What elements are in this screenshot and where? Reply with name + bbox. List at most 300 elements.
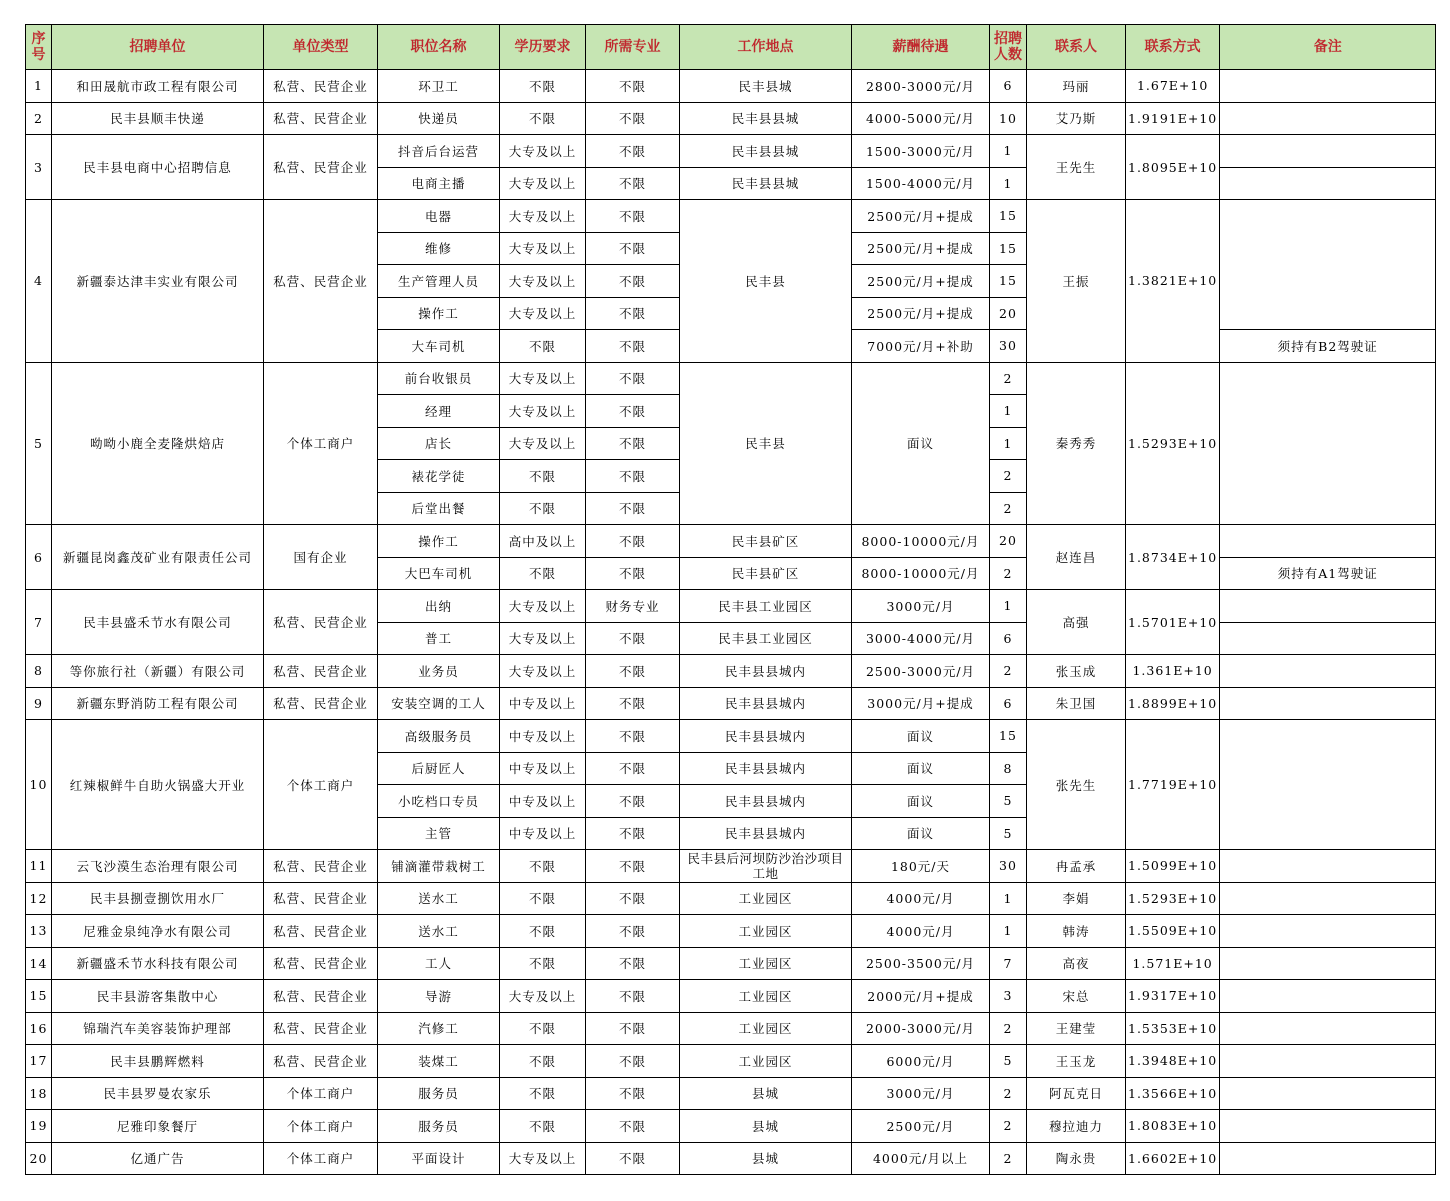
table-row xyxy=(26,1045,1436,1078)
job-title-cell: 店长 xyxy=(378,427,500,460)
note-cell xyxy=(1220,102,1436,135)
salary-cell: 7000元/月+补助 xyxy=(852,330,990,363)
major-cell: 不限 xyxy=(586,687,680,720)
location-cell: 县城 xyxy=(680,1077,852,1110)
job-title-cell: 前台收银员 xyxy=(378,362,500,395)
education-cell: 不限 xyxy=(500,1110,586,1143)
major-cell: 不限 xyxy=(586,622,680,655)
count-cell: 6 xyxy=(990,622,1027,655)
employer-cell: 红辣椒鲜牛自助火锅盛大开业 xyxy=(52,720,264,850)
note-cell xyxy=(1220,687,1436,720)
phone-cell: 1.67E+10 xyxy=(1126,70,1220,103)
major-cell: 不限 xyxy=(586,557,680,590)
location-cell: 民丰县县城 xyxy=(680,167,852,200)
count-cell: 2 xyxy=(990,1142,1027,1175)
education-cell: 不限 xyxy=(500,850,586,883)
salary-cell: 1500-4000元/月 xyxy=(852,167,990,200)
employer-cell: 新疆泰达津丰实业有限公司 xyxy=(52,200,264,363)
row-number-cell: 19 xyxy=(26,1110,52,1143)
salary-cell: 面议 xyxy=(852,720,990,753)
job-title-cell: 出纳 xyxy=(378,590,500,623)
row-number-cell: 13 xyxy=(26,915,52,948)
major-cell: 不限 xyxy=(586,785,680,818)
note-cell xyxy=(1220,915,1436,948)
education-cell: 大专及以上 xyxy=(500,297,586,330)
note-cell xyxy=(1220,135,1436,168)
major-cell: 财务专业 xyxy=(586,590,680,623)
salary-cell: 4000元/月以上 xyxy=(852,1142,990,1175)
salary-cell: 面议 xyxy=(852,752,990,785)
location-cell: 民丰县城 xyxy=(680,70,852,103)
row-number-cell: 3 xyxy=(26,135,52,200)
employer-type-cell: 私营、民营企业 xyxy=(264,687,378,720)
note-cell xyxy=(1220,655,1436,688)
count-cell: 6 xyxy=(990,70,1027,103)
major-cell: 不限 xyxy=(586,427,680,460)
location-cell: 工业园区 xyxy=(680,915,852,948)
salary-cell: 2500-3000元/月 xyxy=(852,655,990,688)
employer-cell: 亿通广告 xyxy=(52,1142,264,1175)
salary-cell: 2500元/月+提成 xyxy=(852,200,990,233)
salary-cell: 4000元/月 xyxy=(852,915,990,948)
note-cell xyxy=(1220,70,1436,103)
count-cell: 1 xyxy=(990,882,1027,915)
table-row xyxy=(26,135,1436,168)
job-title-cell: 导游 xyxy=(378,980,500,1013)
note-cell xyxy=(1220,1012,1436,1045)
phone-cell: 1.8734E+10 xyxy=(1126,525,1220,590)
contact-person-cell: 高强 xyxy=(1027,590,1126,655)
major-cell: 不限 xyxy=(586,362,680,395)
job-title-cell: 快递员 xyxy=(378,102,500,135)
phone-cell: 1.8083E+10 xyxy=(1126,1110,1220,1143)
location-cell: 工业园区 xyxy=(680,882,852,915)
major-cell: 不限 xyxy=(586,492,680,525)
header-employer: 招聘单位 xyxy=(52,25,264,70)
location-cell: 工业园区 xyxy=(680,980,852,1013)
header-note: 备注 xyxy=(1220,25,1436,70)
table-row xyxy=(26,980,1436,1013)
recruitment-table xyxy=(25,24,1436,1175)
employer-cell: 和田晟航市政工程有限公司 xyxy=(52,70,264,103)
phone-cell: 1.5293E+10 xyxy=(1126,882,1220,915)
employer-type-cell: 私营、民营企业 xyxy=(264,135,378,200)
salary-cell: 8000-10000元/月 xyxy=(852,557,990,590)
contact-person-cell: 李娟 xyxy=(1027,882,1126,915)
job-title-cell: 大巴车司机 xyxy=(378,557,500,590)
note-cell xyxy=(1220,590,1436,623)
count-cell: 2 xyxy=(990,557,1027,590)
row-number-cell: 9 xyxy=(26,687,52,720)
contact-person-cell: 张先生 xyxy=(1027,720,1126,850)
count-cell: 2 xyxy=(990,362,1027,395)
job-title-cell: 工人 xyxy=(378,947,500,980)
job-title-cell: 小吃档口专员 xyxy=(378,785,500,818)
table-row xyxy=(26,947,1436,980)
row-number-cell: 20 xyxy=(26,1142,52,1175)
job-title-cell: 抖音后台运营 xyxy=(378,135,500,168)
count-cell: 8 xyxy=(990,752,1027,785)
phone-cell: 1.3821E+10 xyxy=(1126,200,1220,363)
salary-cell: 4000元/月 xyxy=(852,882,990,915)
location-cell: 工业园区 xyxy=(680,947,852,980)
contact-person-cell: 王玉龙 xyxy=(1027,1045,1126,1078)
contact-person-cell: 玛丽 xyxy=(1027,70,1126,103)
employer-cell: 新疆盛禾节水科技有限公司 xyxy=(52,947,264,980)
table-row xyxy=(26,1142,1436,1175)
count-cell: 30 xyxy=(990,850,1027,883)
job-title-cell: 大车司机 xyxy=(378,330,500,363)
employer-type-cell: 国有企业 xyxy=(264,525,378,590)
phone-cell: 1.5353E+10 xyxy=(1126,1012,1220,1045)
phone-cell: 1.361E+10 xyxy=(1126,655,1220,688)
row-number-cell: 7 xyxy=(26,590,52,655)
header-location: 工作地点 xyxy=(680,25,852,70)
phone-cell: 1.6602E+10 xyxy=(1126,1142,1220,1175)
education-cell: 大专及以上 xyxy=(500,590,586,623)
education-cell: 不限 xyxy=(500,1045,586,1078)
education-cell: 高中及以上 xyxy=(500,525,586,558)
location-cell: 县城 xyxy=(680,1110,852,1143)
note-cell xyxy=(1220,980,1436,1013)
contact-person-cell: 张玉成 xyxy=(1027,655,1126,688)
employer-cell: 民丰县电商中心招聘信息 xyxy=(52,135,264,200)
employer-type-cell: 私营、民营企业 xyxy=(264,882,378,915)
salary-cell: 180元/天 xyxy=(852,850,990,883)
education-cell: 大专及以上 xyxy=(500,655,586,688)
header-salary: 薪酬待遇 xyxy=(852,25,990,70)
education-cell: 不限 xyxy=(500,460,586,493)
row-number-cell: 17 xyxy=(26,1045,52,1078)
phone-cell: 1.5701E+10 xyxy=(1126,590,1220,655)
phone-cell: 1.5099E+10 xyxy=(1126,850,1220,883)
employer-type-cell: 私营、民营企业 xyxy=(264,102,378,135)
employer-cell: 民丰县顺丰快递 xyxy=(52,102,264,135)
note-cell xyxy=(1220,362,1436,525)
table-row xyxy=(26,850,1436,883)
education-cell: 不限 xyxy=(500,557,586,590)
contact-person-cell: 艾乃斯 xyxy=(1027,102,1126,135)
phone-cell: 1.8095E+10 xyxy=(1126,135,1220,200)
count-cell: 1 xyxy=(990,395,1027,428)
note-cell: 须持有B2驾驶证 xyxy=(1220,330,1436,363)
count-cell: 15 xyxy=(990,720,1027,753)
note-cell xyxy=(1220,200,1436,330)
salary-cell: 2500元/月 xyxy=(852,1110,990,1143)
major-cell: 不限 xyxy=(586,102,680,135)
job-title-cell: 铺滴灌带栽树工 xyxy=(378,850,500,883)
count-cell: 2 xyxy=(990,460,1027,493)
header-phone: 联系方式 xyxy=(1126,25,1220,70)
table-row xyxy=(26,1012,1436,1045)
salary-cell: 2000元/月+提成 xyxy=(852,980,990,1013)
education-cell: 大专及以上 xyxy=(500,265,586,298)
count-cell: 15 xyxy=(990,265,1027,298)
employer-cell: 民丰县捌壹捌饮用水厂 xyxy=(52,882,264,915)
major-cell: 不限 xyxy=(586,525,680,558)
row-number-cell: 1 xyxy=(26,70,52,103)
major-cell: 不限 xyxy=(586,752,680,785)
phone-cell: 1.9317E+10 xyxy=(1126,980,1220,1013)
major-cell: 不限 xyxy=(586,1142,680,1175)
count-cell: 5 xyxy=(990,817,1027,850)
job-title-cell: 裱花学徒 xyxy=(378,460,500,493)
salary-cell: 2500元/月+提成 xyxy=(852,265,990,298)
salary-cell: 3000元/月 xyxy=(852,1077,990,1110)
education-cell: 大专及以上 xyxy=(500,362,586,395)
table-row xyxy=(26,1110,1436,1143)
major-cell: 不限 xyxy=(586,1077,680,1110)
header-row xyxy=(26,25,1436,70)
row-number-cell: 5 xyxy=(26,362,52,525)
salary-cell: 3000元/月 xyxy=(852,590,990,623)
salary-cell: 3000-4000元/月 xyxy=(852,622,990,655)
education-cell: 不限 xyxy=(500,1077,586,1110)
employer-type-cell: 私营、民营企业 xyxy=(264,655,378,688)
phone-cell: 1.571E+10 xyxy=(1126,947,1220,980)
salary-cell: 2500-3500元/月 xyxy=(852,947,990,980)
row-number-cell: 10 xyxy=(26,720,52,850)
major-cell: 不限 xyxy=(586,1110,680,1143)
header-employer-type: 单位类型 xyxy=(264,25,378,70)
row-number-cell: 4 xyxy=(26,200,52,363)
education-cell: 中专及以上 xyxy=(500,785,586,818)
education-cell: 中专及以上 xyxy=(500,720,586,753)
employer-cell: 民丰县游客集散中心 xyxy=(52,980,264,1013)
location-cell: 民丰县工业园区 xyxy=(680,590,852,623)
table-row xyxy=(26,720,1436,753)
education-cell: 大专及以上 xyxy=(500,395,586,428)
education-cell: 大专及以上 xyxy=(500,135,586,168)
location-cell: 县城 xyxy=(680,1142,852,1175)
contact-person-cell: 王先生 xyxy=(1027,135,1126,200)
salary-cell: 8000-10000元/月 xyxy=(852,525,990,558)
education-cell: 不限 xyxy=(500,102,586,135)
education-cell: 不限 xyxy=(500,330,586,363)
row-number-cell: 11 xyxy=(26,850,52,883)
phone-cell: 1.8899E+10 xyxy=(1126,687,1220,720)
count-cell: 2 xyxy=(990,1110,1027,1143)
job-title-cell: 装煤工 xyxy=(378,1045,500,1078)
row-number-cell: 12 xyxy=(26,882,52,915)
major-cell: 不限 xyxy=(586,232,680,265)
major-cell: 不限 xyxy=(586,395,680,428)
location-cell: 民丰县县城内 xyxy=(680,655,852,688)
count-cell: 3 xyxy=(990,980,1027,1013)
salary-cell: 面议 xyxy=(852,785,990,818)
contact-person-cell: 陶永贵 xyxy=(1027,1142,1126,1175)
count-cell: 6 xyxy=(990,687,1027,720)
education-cell: 中专及以上 xyxy=(500,687,586,720)
contact-person-cell: 朱卫国 xyxy=(1027,687,1126,720)
count-cell: 1 xyxy=(990,135,1027,168)
major-cell: 不限 xyxy=(586,297,680,330)
major-cell: 不限 xyxy=(586,882,680,915)
note-cell xyxy=(1220,1142,1436,1175)
education-cell: 不限 xyxy=(500,70,586,103)
education-cell: 大专及以上 xyxy=(500,1142,586,1175)
contact-person-cell: 赵连昌 xyxy=(1027,525,1126,590)
note-cell xyxy=(1220,1110,1436,1143)
education-cell: 不限 xyxy=(500,1012,586,1045)
major-cell: 不限 xyxy=(586,1045,680,1078)
location-cell: 民丰县县城 xyxy=(680,102,852,135)
employer-type-cell: 私营、民营企业 xyxy=(264,200,378,363)
job-title-cell: 主管 xyxy=(378,817,500,850)
major-cell: 不限 xyxy=(586,915,680,948)
salary-cell: 1500-3000元/月 xyxy=(852,135,990,168)
employer-cell: 呦呦小鹿全麦隆烘焙店 xyxy=(52,362,264,525)
count-cell: 20 xyxy=(990,525,1027,558)
major-cell: 不限 xyxy=(586,460,680,493)
education-cell: 不限 xyxy=(500,915,586,948)
job-title-cell: 生产管理人员 xyxy=(378,265,500,298)
row-number-cell: 2 xyxy=(26,102,52,135)
count-cell: 2 xyxy=(990,655,1027,688)
note-cell xyxy=(1220,525,1436,558)
education-cell: 中专及以上 xyxy=(500,817,586,850)
header-job-title: 职位名称 xyxy=(378,25,500,70)
job-title-cell: 电商主播 xyxy=(378,167,500,200)
contact-person-cell: 秦秀秀 xyxy=(1027,362,1126,525)
education-cell: 大专及以上 xyxy=(500,980,586,1013)
count-cell: 5 xyxy=(990,785,1027,818)
education-cell: 不限 xyxy=(500,492,586,525)
count-cell: 15 xyxy=(990,200,1027,233)
contact-person-cell: 韩涛 xyxy=(1027,915,1126,948)
salary-cell: 面议 xyxy=(852,362,990,525)
note-cell xyxy=(1220,720,1436,850)
job-title-cell: 后厨匠人 xyxy=(378,752,500,785)
contact-person-cell: 王建莹 xyxy=(1027,1012,1126,1045)
employer-cell: 尼雅金泉纯净水有限公司 xyxy=(52,915,264,948)
note-cell xyxy=(1220,167,1436,200)
table-row xyxy=(26,1077,1436,1110)
job-title-cell: 经理 xyxy=(378,395,500,428)
job-title-cell: 业务员 xyxy=(378,655,500,688)
table-row xyxy=(26,882,1436,915)
count-cell: 1 xyxy=(990,590,1027,623)
count-cell: 2 xyxy=(990,1077,1027,1110)
count-cell: 7 xyxy=(990,947,1027,980)
employer-cell: 锦瑞汽车美容装饰护理部 xyxy=(52,1012,264,1045)
job-title-cell: 送水工 xyxy=(378,915,500,948)
location-cell: 民丰县 xyxy=(680,362,852,525)
salary-cell: 2500元/月+提成 xyxy=(852,232,990,265)
education-cell: 大专及以上 xyxy=(500,427,586,460)
job-title-cell: 环卫工 xyxy=(378,70,500,103)
job-title-cell: 维修 xyxy=(378,232,500,265)
salary-cell: 6000元/月 xyxy=(852,1045,990,1078)
phone-cell: 1.5509E+10 xyxy=(1126,915,1220,948)
contact-person-cell: 高夜 xyxy=(1027,947,1126,980)
job-title-cell: 高级服务员 xyxy=(378,720,500,753)
table-row xyxy=(26,590,1436,623)
phone-cell: 1.9191E+10 xyxy=(1126,102,1220,135)
major-cell: 不限 xyxy=(586,70,680,103)
count-cell: 20 xyxy=(990,297,1027,330)
education-cell: 大专及以上 xyxy=(500,200,586,233)
employer-cell: 尼雅印象餐厅 xyxy=(52,1110,264,1143)
job-title-cell: 平面设计 xyxy=(378,1142,500,1175)
count-cell: 2 xyxy=(990,492,1027,525)
note-cell xyxy=(1220,622,1436,655)
location-cell: 民丰县县城内 xyxy=(680,687,852,720)
job-title-cell: 汽修工 xyxy=(378,1012,500,1045)
employer-cell: 新疆昆岗鑫茂矿业有限责任公司 xyxy=(52,525,264,590)
phone-cell: 1.5293E+10 xyxy=(1126,362,1220,525)
employer-type-cell: 个体工商户 xyxy=(264,1077,378,1110)
row-number-cell: 18 xyxy=(26,1077,52,1110)
contact-person-cell: 宋总 xyxy=(1027,980,1126,1013)
job-title-cell: 电器 xyxy=(378,200,500,233)
employer-type-cell: 私营、民营企业 xyxy=(264,915,378,948)
count-cell: 30 xyxy=(990,330,1027,363)
employer-type-cell: 个体工商户 xyxy=(264,1110,378,1143)
location-cell: 民丰县县城内 xyxy=(680,785,852,818)
major-cell: 不限 xyxy=(586,850,680,883)
table-row xyxy=(26,655,1436,688)
location-cell: 民丰县矿区 xyxy=(680,557,852,590)
job-title-cell: 操作工 xyxy=(378,297,500,330)
location-cell: 民丰县县城内 xyxy=(680,817,852,850)
job-title-cell: 后堂出餐 xyxy=(378,492,500,525)
job-title-cell: 安装空调的工人 xyxy=(378,687,500,720)
table-row xyxy=(26,915,1436,948)
salary-cell: 2500元/月+提成 xyxy=(852,297,990,330)
education-cell: 不限 xyxy=(500,947,586,980)
salary-cell: 3000元/月+提成 xyxy=(852,687,990,720)
header-education: 学历要求 xyxy=(500,25,586,70)
location-cell: 民丰县矿区 xyxy=(680,525,852,558)
note-cell xyxy=(1220,1045,1436,1078)
employer-cell: 新疆东野消防工程有限公司 xyxy=(52,687,264,720)
note-cell xyxy=(1220,947,1436,980)
location-cell: 民丰县 xyxy=(680,200,852,363)
count-cell: 10 xyxy=(990,102,1027,135)
major-cell: 不限 xyxy=(586,167,680,200)
job-title-cell: 普工 xyxy=(378,622,500,655)
location-cell: 民丰县工业园区 xyxy=(680,622,852,655)
salary-cell: 面议 xyxy=(852,817,990,850)
note-cell xyxy=(1220,882,1436,915)
major-cell: 不限 xyxy=(586,135,680,168)
salary-cell: 2800-3000元/月 xyxy=(852,70,990,103)
education-cell: 中专及以上 xyxy=(500,752,586,785)
table-row xyxy=(26,525,1436,558)
education-cell: 大专及以上 xyxy=(500,622,586,655)
phone-cell: 1.3566E+10 xyxy=(1126,1077,1220,1110)
employer-type-cell: 私营、民营企业 xyxy=(264,850,378,883)
table-row xyxy=(26,200,1436,233)
employer-type-cell: 私营、民营企业 xyxy=(264,1045,378,1078)
contact-person-cell: 王振 xyxy=(1027,200,1126,363)
education-cell: 大专及以上 xyxy=(500,167,586,200)
location-cell: 民丰县后河坝防沙治沙项目工地 xyxy=(680,850,852,883)
count-cell: 5 xyxy=(990,1045,1027,1078)
employer-type-cell: 私营、民营企业 xyxy=(264,1012,378,1045)
salary-cell: 2000-3000元/月 xyxy=(852,1012,990,1045)
contact-person-cell: 阿瓦克日 xyxy=(1027,1077,1126,1110)
note-cell: 须持有A1驾驶证 xyxy=(1220,557,1436,590)
row-number-cell: 14 xyxy=(26,947,52,980)
employer-type-cell: 私营、民营企业 xyxy=(264,590,378,655)
education-cell: 大专及以上 xyxy=(500,232,586,265)
header-no: 序号 xyxy=(26,25,52,70)
employer-cell: 民丰县鹏辉燃料 xyxy=(52,1045,264,1078)
employer-type-cell: 个体工商户 xyxy=(264,720,378,850)
contact-person-cell: 冉孟承 xyxy=(1027,850,1126,883)
